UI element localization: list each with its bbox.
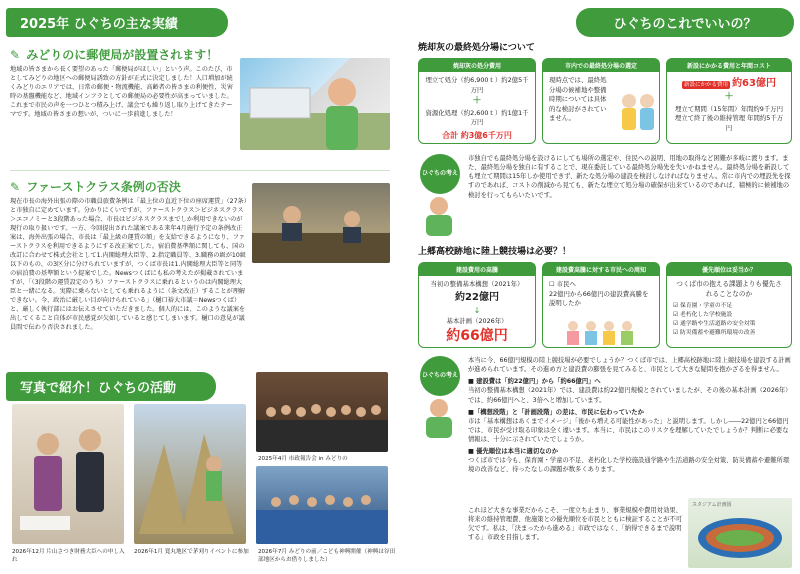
q2-box1 <box>418 262 536 348</box>
priority-item-2 <box>673 311 785 320</box>
priority-item-1-text: 保育園・学童の不足 <box>680 302 733 309</box>
q2-box3-line1: つくば市の抱える課題よりも優先されることなのか <box>676 280 782 298</box>
q2-box1-body <box>419 276 535 351</box>
stadium-label: スタジアム計画図 <box>692 502 732 508</box>
plus-icon: ＋ <box>472 96 482 107</box>
stadium-rendering <box>688 498 792 568</box>
caption-1: 2026年12月 片山さつき財務大臣への申し入れ <box>12 549 125 563</box>
q1-title: 焼却灰の最終処分場について <box>418 43 535 53</box>
q2-opinion-badge: ひぐちの考え <box>420 356 460 396</box>
caption-3: 2025年4月 市政報告会 in みどりの <box>258 456 348 462</box>
higuchi-avatar-2 <box>416 398 462 438</box>
q2-box1-tag: 建設費用の高騰 <box>419 263 535 276</box>
q1-box1 <box>418 58 536 144</box>
q1-total-value: 約3億6千万円 <box>460 130 512 140</box>
thinking-people-illustration <box>617 83 659 141</box>
sec1-title-text: みどりのに郵便局が設置されます！ <box>26 48 219 62</box>
q2-box2-line2: 22億円から66億円の建設費高騰を説明したか <box>549 289 649 308</box>
q1-box2 <box>542 58 660 144</box>
photo3-illustration <box>256 372 388 452</box>
higuchi-avatar-1 <box>416 196 462 236</box>
q1-box1-tag: 焼却灰の処分費用 <box>419 59 535 72</box>
checked-icon: ☑ <box>673 329 679 336</box>
q2-box1-line2: 基本計画（2026年） <box>446 316 508 325</box>
q1-opinion-badge: ひぐちの考え <box>420 154 460 194</box>
q2-box3-tag: 優先順位は妥当か？ <box>667 263 791 276</box>
q2-box3-list <box>673 302 785 338</box>
q2-box2-l1: 市民へ <box>556 280 576 288</box>
council-photo <box>252 183 390 263</box>
arrow-down-icon: ↓ <box>473 305 481 315</box>
q1-box1-body <box>419 72 535 146</box>
q2-box1-line1: 当初の整備基本構想（2021年） <box>430 280 524 288</box>
photo4-illustration <box>256 466 388 544</box>
q2-box2-line1 <box>549 280 653 290</box>
right-page <box>400 0 800 574</box>
q2-box2-body <box>543 276 659 313</box>
q1-box3-tag: 新設にかかる費用と年間コスト <box>667 59 791 72</box>
priority-item-3 <box>673 320 785 329</box>
q1-box3 <box>666 58 792 144</box>
checked-icon: ☑ <box>673 320 679 327</box>
q2-point2-title: ■「構想段階」と「計画段階」の差は、市民に伝わっていたか <box>468 408 644 416</box>
checked-icon: ☑ <box>673 302 679 309</box>
q1-box1-total <box>425 130 529 142</box>
photo2-illustration <box>134 404 246 544</box>
post-office-illustration <box>240 58 390 150</box>
caption-2: 2026年1月 寛丸地区で茅刈りイベントに参加 <box>134 549 249 555</box>
q2-conclusion: これほど大きな事業だからこそ、一度立ち止まり、事業規模や費用対効果、将来の維持管理費、他施策との優先順位を市民とともに検証することが不可欠です。私は、「決まったから進める」市政ではなく、「納得できるまで説明する」市政を目指します。 <box>468 507 683 542</box>
feather-icon-2: ✎ <box>10 180 21 194</box>
sec2-title <box>10 178 181 195</box>
sec2-title-text: ファーストクラス条例の否決 <box>26 180 181 194</box>
q2-box3 <box>666 262 792 348</box>
priority-item-3-text: 通学路や生活道路の安全対策 <box>680 320 756 327</box>
q2-point3: つくば市では今も、保育園・学童の不足、老朽化した学校施設通学路や生活道路の安全対策、防災備蓄や避難所環境の改善など、待ったなしの課題が数多くあります。 <box>468 457 790 474</box>
citizens-illustration <box>563 319 643 345</box>
q1-box3-line1: 埋立て期間（15年間）年間約9千万円 <box>674 104 784 113</box>
q2-box1-value2: 約66億円 <box>446 328 508 345</box>
activity-photo-2 <box>134 404 246 544</box>
activity-header: 写真で紹介！ひぐちの活動 <box>6 372 216 401</box>
sec2-body-a <box>10 198 248 333</box>
q1-box1-line1: 埋立て処分（約6,900ｔ）約2億5千万円 <box>425 76 529 94</box>
q2-box3-body <box>667 276 791 342</box>
caption-4: 2026年7月 みどりの前／こども神興開催（神興は谷田部地区からお借りしました） <box>258 549 396 563</box>
checked-icon: ☑ <box>673 311 679 318</box>
activity-photo-1 <box>12 404 124 544</box>
q2-point3-title: ■ 優先順位は本当に適切なのか <box>468 448 559 456</box>
right-header: ひぐちのこれでいいの？ <box>576 8 794 37</box>
q1-total-label: 合計 <box>442 130 459 140</box>
post-office-photo <box>240 58 390 150</box>
q1-box3-body <box>667 72 791 137</box>
sec1-body: 地域の皆さまから長く要望のあった「郵便局がほしい」という声。このたび、市としてみどりの地区への郵便局誘致の方針が正式に決定しました！人口増加が続くみどりのエリアでは、日常の郵便・物流機能、高齢者の皆さまの利便性、災害時の基盤機能など、地域インフラとしての郵便局の必要性が高まっていました。これまで市民の声を一つひとつ積み上げ、議会でも繰り返し取り上げてきたテーマです。地域の皆さまの想いが、ついに一歩前進しました！ <box>10 66 233 118</box>
q1-box3-line2: 埋立て終了後の維持管理 年間約5千万円 <box>674 114 784 132</box>
q1-box2-tag: 市内での最終処分場の選定 <box>543 59 659 72</box>
q2-box2 <box>542 262 660 348</box>
stadium-illustration <box>688 498 792 568</box>
q1-cost-label: 新設にかかる費用 <box>684 82 729 88</box>
priority-item-4 <box>673 329 785 338</box>
q2-point1: 当初の整備基本構想（2021年）では、建設費は約22億円規模とされていましたが、その後の基本計画（2026年）では、約66億円へと、3倍へと増加しています。 <box>468 387 792 404</box>
priority-item-4-text: 防災備蓄や避難所環境の改善 <box>680 329 756 336</box>
q1-box3-cost <box>673 76 785 91</box>
q2-opinion-intro: 本当に今、66億円規模の陸上競技場が必要でしょうか？つくば市では、上郷高校跡地に陸上競技場を建設する計画が進められています。その進め方と建設費の膨張を見てみると、市民として大きな疑問を抱かざるを得ません。 <box>468 357 791 374</box>
activity-photo-4 <box>256 466 388 544</box>
checkbox-icon: ☐ <box>549 280 555 288</box>
q1-box1-line2: 資源化処理（約2,600ｔ）約1億1千万円 <box>425 108 529 127</box>
q2-point1-title: ■ 建設費は「約22億円」から「約66億円」へ <box>468 378 601 386</box>
q2-title: 上郷高校跡地に陸上競技場は必要？！ <box>418 247 572 257</box>
sec1-title <box>10 46 218 63</box>
sec2-body-text: 現在市長の海外出張の際の市職員旅費条例は「最上位の直近下位の座席運賃」（27条）と市独自に定めています。分かりにくいですが、ファーストクラス＞ビジネスクラス＞エコノミーと3段階あった場合、市長はビジネスクラスまでしか利用できないのが現行の取り扱いです。一方、今回提出された議案である来年4月施行予定の条例改正案は、海外出張の場合、市長は「最上級の運賃の額」を支給できるようになり、ファーストクラスを利用できるようにする改正案でした。宿泊費基準額に関しても、国の改訂に合わせて株式会社として1.内閣総理大臣等、2.指定職員等、3.職務の級が10級以下のもの、の3区分に分けられていますが、つくば市長は1.内閣総理大臣等と同等の宿泊費の基準額という提案でした。Newsつくばにも私の考えたが掲載されていますが、「（3段階の運賃設定のうち）ファーストクラスに乗れるというのは内閣総理大臣と一緒になる。実際に乗らないとしても乗れるように（条文改正）することが理解できない。今、政治に厳しい目が向けられている」（樋口裕大市議＝Newsつくば）と、厳しく執行部にはお伝えさせていただきました。個人的には、このような議案を出してくること自体が市民感覚が欠如していると感じてしまいます。樋口の意見が議員間で伝わり否決されました。 <box>10 198 247 331</box>
feather-icon: ✎ <box>10 48 21 62</box>
council-illustration <box>252 183 390 263</box>
q2-opinion-main <box>468 356 794 475</box>
q2-box1-value1: 約22億円 <box>455 291 499 303</box>
plus-icon-2: ＋ <box>724 92 734 102</box>
q1-opinion: 市独自でも最終処分場を設けるにしても場所の選定や、住民への説明、用地の取得など困難が多岐に渡ります。また、最終処分場を独自に有することで、現在委託している最終処分場先を失いかねません。最終処分場を新設しても埋立て期間は15年しか使用できず、新たな処分場の建設を検討しなければなりません。常に市内での埋設先を探すのであれば、コストの削減から見ても、新たな埋立て処分場の確保が出来ているのであれば、積極的に候補地の検討を行ってもらいたいです。 <box>468 155 791 199</box>
activity-photo-3 <box>256 372 388 452</box>
left-header: 2025年 ひぐちの主な実績 <box>6 8 228 37</box>
priority-item-2-text: 老朽化した学校施設 <box>680 311 733 318</box>
q2-point2: 市は「基本構想はあくまでイメージ」「後から増える可能性があった」と説明します。しかし――22億円と66億円では、市民が受け取る印象は全く違います。本当に、市民はこのリスクを理解していたでしょうか？判断に必要な情報は、十分に示されていたでしょうか。 <box>468 417 789 443</box>
photo1-illustration <box>12 404 124 544</box>
q1-cost-value: 約63億円 <box>732 78 776 89</box>
q1-box2-body: 現時点では、最終処分場の候補地や整備時期については具体的な検討がされていません。 <box>549 76 607 123</box>
priority-item-1 <box>673 302 785 311</box>
q2-box2-tag: 建設費高騰に対する市民への周知 <box>543 263 659 276</box>
